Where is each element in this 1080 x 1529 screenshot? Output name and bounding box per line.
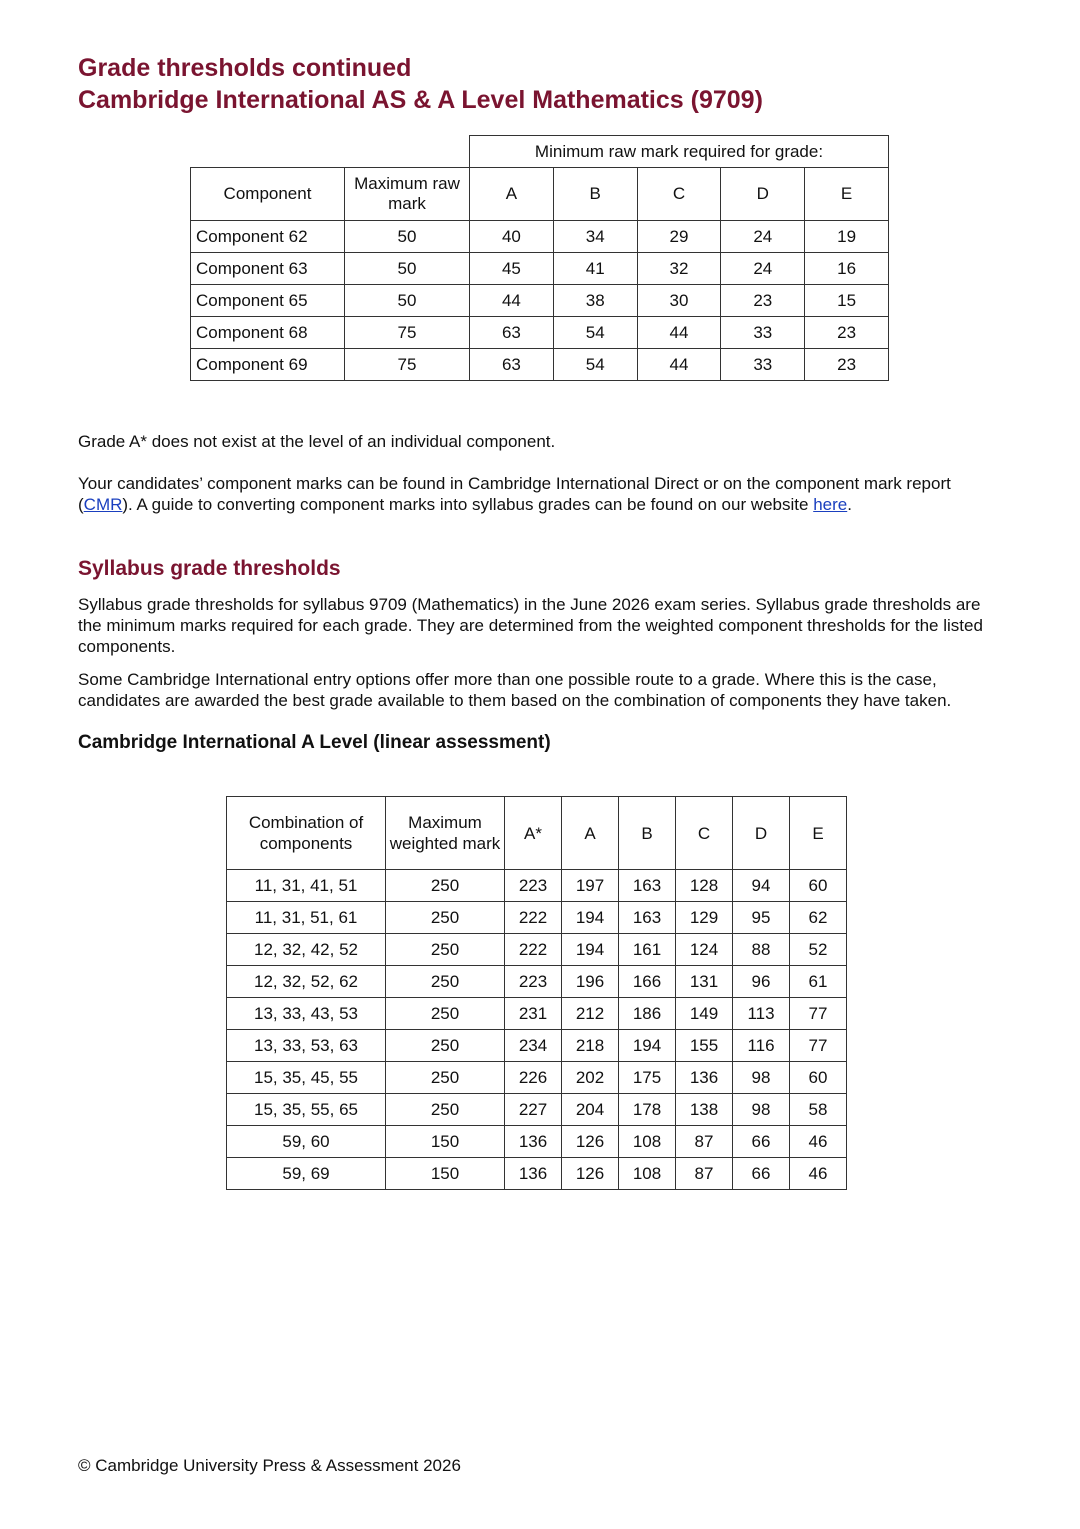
- max-weighted-mark-column-header: Maximum weighted mark: [386, 797, 505, 870]
- threshold-cell: 129: [676, 902, 733, 934]
- threshold-cell: 44: [637, 317, 721, 349]
- combination-cell: 59, 60: [227, 1126, 386, 1158]
- threshold-cell: 46: [790, 1126, 847, 1158]
- threshold-cell: 94: [733, 870, 790, 902]
- component-name-cell: Component 69: [191, 349, 345, 381]
- table-row: [227, 902, 847, 934]
- threshold-cell: 234: [505, 1030, 562, 1062]
- threshold-cell: 44: [637, 349, 721, 381]
- threshold-cell: 163: [619, 902, 676, 934]
- threshold-cell: 222: [505, 902, 562, 934]
- grade-column-header: B: [553, 168, 637, 221]
- max-raw-mark-column-header: Maximum raw mark: [345, 168, 470, 221]
- here-link[interactable]: here: [813, 495, 848, 514]
- threshold-cell: 38: [553, 285, 637, 317]
- threshold-cell: 194: [562, 934, 619, 966]
- threshold-cell: 19: [805, 221, 889, 253]
- component-name-cell: Component 68: [191, 317, 345, 349]
- table-row: [227, 1158, 847, 1190]
- threshold-cell: 77: [790, 998, 847, 1030]
- combination-cell: 15, 35, 45, 55: [227, 1062, 386, 1094]
- syllabus-paragraph-1: Syllabus grade thresholds for syllabus 9709 (Mathematics) in the June 2026 exam series. Syllabus grade thresholds are the minimum marks required for each grade. They are determined from the weighted component thresholds for the listed components.: [78, 595, 983, 656]
- threshold-cell: 88: [733, 934, 790, 966]
- grade-column-header: A*: [505, 797, 562, 870]
- threshold-cell: 16: [805, 253, 889, 285]
- combination-cell: 15, 35, 55, 65: [227, 1094, 386, 1126]
- threshold-cell: 54: [553, 317, 637, 349]
- threshold-cell: 33: [721, 317, 805, 349]
- max-weighted-mark-cell: 250: [386, 1062, 505, 1094]
- max-weighted-mark-cell: 250: [386, 966, 505, 998]
- syllabus-thresholds-table: [226, 796, 847, 1190]
- threshold-cell: 226: [505, 1062, 562, 1094]
- threshold-cell: 196: [562, 966, 619, 998]
- max-weighted-mark-cell: 250: [386, 1030, 505, 1062]
- grade-column-header: E: [790, 797, 847, 870]
- combination-cell: 59, 69: [227, 1158, 386, 1190]
- grade-column-header: B: [619, 797, 676, 870]
- threshold-cell: 66: [733, 1158, 790, 1190]
- threshold-cell: 60: [790, 870, 847, 902]
- cmr-link[interactable]: CMR: [83, 495, 123, 514]
- component-name-cell: Component 62: [191, 221, 345, 253]
- max-weighted-mark-cell: 150: [386, 1126, 505, 1158]
- syllabus-section-heading: Syllabus grade thresholds: [78, 557, 341, 580]
- page-title: Grade thresholds continued: [78, 54, 412, 82]
- threshold-cell: 149: [676, 998, 733, 1030]
- component-thresholds-table: [190, 135, 889, 381]
- threshold-cell: 54: [553, 349, 637, 381]
- threshold-cell: 87: [676, 1126, 733, 1158]
- grade-column-header: C: [676, 797, 733, 870]
- threshold-cell: 136: [676, 1062, 733, 1094]
- threshold-cell: 136: [505, 1126, 562, 1158]
- threshold-cell: 95: [733, 902, 790, 934]
- table-row: [227, 1062, 847, 1094]
- threshold-cell: 138: [676, 1094, 733, 1126]
- threshold-cell: 227: [505, 1094, 562, 1126]
- threshold-cell: 231: [505, 998, 562, 1030]
- threshold-cell: 23: [805, 349, 889, 381]
- threshold-cell: 155: [676, 1030, 733, 1062]
- page-subtitle: Cambridge International AS & A Level Mathematics (9709): [78, 86, 763, 114]
- max-weighted-mark-cell: 250: [386, 870, 505, 902]
- threshold-cell: 218: [562, 1030, 619, 1062]
- combination-cell: 13, 33, 53, 63: [227, 1030, 386, 1062]
- threshold-cell: 52: [790, 934, 847, 966]
- threshold-cell: 194: [562, 902, 619, 934]
- threshold-cell: 197: [562, 870, 619, 902]
- threshold-cell: 204: [562, 1094, 619, 1126]
- threshold-cell: 223: [505, 966, 562, 998]
- threshold-cell: 131: [676, 966, 733, 998]
- max-weighted-mark-cell: 150: [386, 1158, 505, 1190]
- table-row: [191, 317, 889, 349]
- component-name-cell: Component 65: [191, 285, 345, 317]
- max-weighted-mark-cell: 250: [386, 1094, 505, 1126]
- table-row: [227, 998, 847, 1030]
- max-mark-cell: 75: [345, 349, 470, 381]
- combination-column-header: Combination of components: [227, 797, 386, 870]
- table-row: [191, 253, 889, 285]
- syllabus-paragraph-2: Some Cambridge International entry options offer more than one possible route to a grade. Where this is the case, candidates are awarded the best grade available to them based on the combination of components they have taken.: [78, 670, 952, 710]
- threshold-cell: 212: [562, 998, 619, 1030]
- threshold-cell: 163: [619, 870, 676, 902]
- combination-cell: 11, 31, 51, 61: [227, 902, 386, 934]
- threshold-cell: 186: [619, 998, 676, 1030]
- threshold-cell: 23: [721, 285, 805, 317]
- threshold-cell: 116: [733, 1030, 790, 1062]
- min-raw-mark-header: Minimum raw mark required for grade:: [470, 136, 889, 168]
- max-mark-cell: 50: [345, 285, 470, 317]
- threshold-cell: 46: [790, 1158, 847, 1190]
- combination-cell: 13, 33, 43, 53: [227, 998, 386, 1030]
- threshold-cell: 126: [562, 1158, 619, 1190]
- combination-cell: 12, 32, 52, 62: [227, 966, 386, 998]
- threshold-cell: 223: [505, 870, 562, 902]
- table-row: [191, 349, 889, 381]
- grade-column-header: D: [721, 168, 805, 221]
- grade-column-header: A: [562, 797, 619, 870]
- threshold-cell: 32: [637, 253, 721, 285]
- threshold-cell: 62: [790, 902, 847, 934]
- threshold-cell: 108: [619, 1126, 676, 1158]
- threshold-cell: 33: [721, 349, 805, 381]
- threshold-cell: 77: [790, 1030, 847, 1062]
- threshold-cell: 113: [733, 998, 790, 1030]
- max-weighted-mark-cell: 250: [386, 998, 505, 1030]
- threshold-cell: 98: [733, 1062, 790, 1094]
- threshold-cell: 63: [470, 349, 554, 381]
- table-corner-blank: [191, 136, 470, 168]
- grade-column-header: A: [470, 168, 554, 221]
- threshold-cell: 175: [619, 1062, 676, 1094]
- threshold-cell: 58: [790, 1094, 847, 1126]
- threshold-cell: 41: [553, 253, 637, 285]
- threshold-cell: 124: [676, 934, 733, 966]
- grade-column-header: C: [637, 168, 721, 221]
- table-row: [227, 870, 847, 902]
- grade-column-header: D: [733, 797, 790, 870]
- threshold-cell: 45: [470, 253, 554, 285]
- astar-note: Grade A* does not exist at the level of an individual component.: [78, 432, 556, 451]
- document-page: [78, 52, 1008, 1183]
- copyright-footer: © Cambridge University Press & Assessment 2026: [78, 1456, 461, 1475]
- threshold-cell: 34: [553, 221, 637, 253]
- threshold-cell: 24: [721, 253, 805, 285]
- a-level-subheading: Cambridge International A Level (linear assessment): [78, 732, 551, 753]
- threshold-cell: 44: [470, 285, 554, 317]
- threshold-cell: 178: [619, 1094, 676, 1126]
- component-marks-note: Your candidates’ component marks can be found in Cambridge International Direct or on the component mark report (CMR). A guide to converting component marks into syllabus grades can be found on our website here.: [78, 474, 951, 514]
- max-weighted-mark-cell: 250: [386, 902, 505, 934]
- threshold-cell: 194: [619, 1030, 676, 1062]
- threshold-cell: 61: [790, 966, 847, 998]
- threshold-cell: 98: [733, 1094, 790, 1126]
- max-mark-cell: 50: [345, 221, 470, 253]
- threshold-cell: 136: [505, 1158, 562, 1190]
- table-row: [191, 285, 889, 317]
- component-column-header: Component: [191, 168, 345, 221]
- threshold-cell: 161: [619, 934, 676, 966]
- threshold-cell: 40: [470, 221, 554, 253]
- threshold-cell: 60: [790, 1062, 847, 1094]
- threshold-cell: 126: [562, 1126, 619, 1158]
- table-row: [227, 1030, 847, 1062]
- threshold-cell: 15: [805, 285, 889, 317]
- threshold-cell: 222: [505, 934, 562, 966]
- max-mark-cell: 50: [345, 253, 470, 285]
- combination-cell: 11, 31, 41, 51: [227, 870, 386, 902]
- threshold-cell: 63: [470, 317, 554, 349]
- table-row: [227, 1126, 847, 1158]
- combination-cell: 12, 32, 42, 52: [227, 934, 386, 966]
- threshold-cell: 96: [733, 966, 790, 998]
- max-mark-cell: 75: [345, 317, 470, 349]
- threshold-cell: 24: [721, 221, 805, 253]
- threshold-cell: 30: [637, 285, 721, 317]
- threshold-cell: 128: [676, 870, 733, 902]
- table-row: [227, 966, 847, 998]
- grade-column-header: E: [805, 168, 889, 221]
- table-row: [227, 934, 847, 966]
- threshold-cell: 202: [562, 1062, 619, 1094]
- table-row: [191, 221, 889, 253]
- threshold-cell: 108: [619, 1158, 676, 1190]
- component-name-cell: Component 63: [191, 253, 345, 285]
- threshold-cell: 87: [676, 1158, 733, 1190]
- threshold-cell: 29: [637, 221, 721, 253]
- threshold-cell: 66: [733, 1126, 790, 1158]
- threshold-cell: 166: [619, 966, 676, 998]
- max-weighted-mark-cell: 250: [386, 934, 505, 966]
- threshold-cell: 23: [805, 317, 889, 349]
- table-row: [227, 1094, 847, 1126]
